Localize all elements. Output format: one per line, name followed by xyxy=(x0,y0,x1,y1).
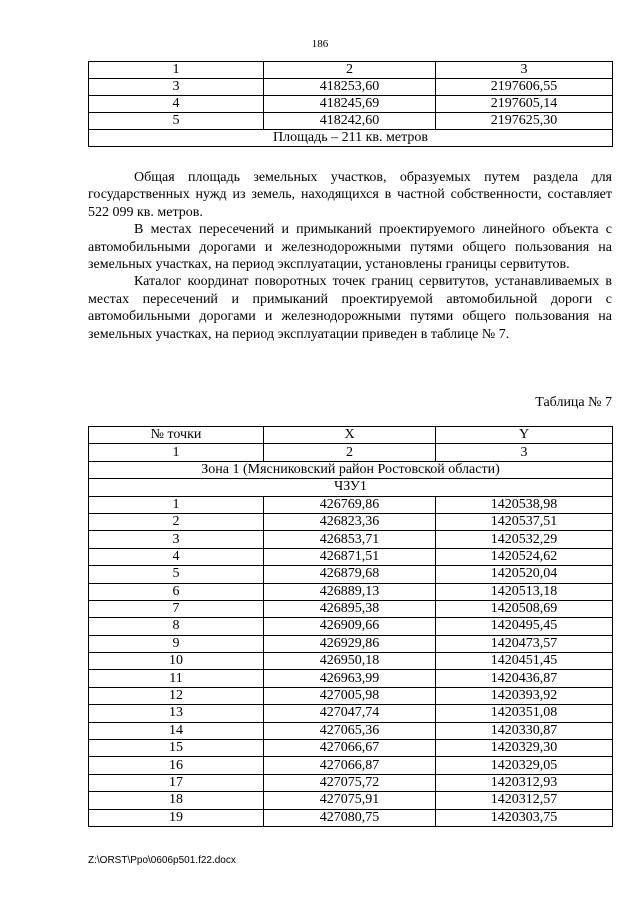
column-numbering-row xyxy=(89,444,613,461)
section-title-cell: ЧЗУ1 xyxy=(89,479,613,496)
point-number-cell: 13 xyxy=(89,705,264,722)
point-number-cell: 3 xyxy=(89,79,264,96)
y-coordinate-cell: 2197625,30 xyxy=(436,113,613,130)
table-header-row xyxy=(89,62,613,79)
table-header-row xyxy=(89,427,613,444)
point-number-cell: 7 xyxy=(89,600,264,617)
point-number-cell: 14 xyxy=(89,722,264,739)
point-number-header: № точки xyxy=(89,427,264,444)
point-number-cell: 3 xyxy=(89,531,264,548)
page-number: 186 xyxy=(311,38,329,50)
y-coordinate-cell: 1420532,29 xyxy=(436,531,613,548)
zone-row xyxy=(89,461,613,478)
column-number-cell: 3 xyxy=(436,62,613,79)
y-coordinate-cell: 1420330,87 xyxy=(436,722,613,739)
point-number-cell: 8 xyxy=(89,618,264,635)
y-coordinate-cell: 1420451,45 xyxy=(436,653,613,670)
table-row xyxy=(89,513,613,530)
table-row xyxy=(89,687,613,704)
table-row xyxy=(89,548,613,565)
table-caption: Таблица № 7 xyxy=(535,395,612,410)
paragraph-catalog: Каталог координат поворотных точек границ сервитутов, устанавливаемых в местах пересечений и примыканий проектируемой автомобильной дороги с автомобильными дорогами и железнодорожными путями общего пользования на земельных участках, на период эксплуатации приведен в таблице № 7. xyxy=(88,274,612,342)
x-coordinate-cell: 418253,60 xyxy=(264,79,436,96)
y-coordinate-cell: 1420537,51 xyxy=(436,513,613,530)
x-coordinate-cell: 427066,87 xyxy=(264,757,436,774)
x-coordinate-cell: 427075,72 xyxy=(264,774,436,791)
x-coordinate-cell: 426879,68 xyxy=(264,566,436,583)
point-number-cell: 1 xyxy=(89,496,264,513)
x-coordinate-cell: 426871,51 xyxy=(264,548,436,565)
coordinates-table-continued xyxy=(88,61,613,147)
table-row xyxy=(89,600,613,617)
table-row xyxy=(89,113,613,130)
y-coordinate-cell: 1420393,92 xyxy=(436,687,613,704)
y-coordinate-cell: 1420312,93 xyxy=(436,774,613,791)
x-coordinate-cell: 427066,67 xyxy=(264,740,436,757)
point-number-cell: 5 xyxy=(89,566,264,583)
x-coordinate-cell: 427047,74 xyxy=(264,705,436,722)
y-coordinate-cell: 1420329,30 xyxy=(436,740,613,757)
y-coordinate-cell: 1420513,18 xyxy=(436,583,613,600)
zone-title-cell: Зона 1 (Мясниковский район Ростовской области) xyxy=(89,461,613,478)
y-coordinate-cell: 1420473,57 xyxy=(436,635,613,652)
area-row xyxy=(89,130,613,147)
point-number-cell: 4 xyxy=(89,96,264,113)
y-coordinate-cell: 2197606,55 xyxy=(436,79,613,96)
y-coordinate-cell: 1420312,57 xyxy=(436,792,613,809)
table-row xyxy=(89,792,613,809)
point-number-cell: 10 xyxy=(89,653,264,670)
column-number-cell: 1 xyxy=(89,62,264,79)
x-coordinate-cell: 418242,60 xyxy=(264,113,436,130)
y-coordinate-cell: 1420329,05 xyxy=(436,757,613,774)
x-coordinate-cell: 426895,38 xyxy=(264,600,436,617)
x-coordinate-cell: 426950,18 xyxy=(264,653,436,670)
point-number-cell: 18 xyxy=(89,792,264,809)
table-row xyxy=(89,774,613,791)
x-coordinate-cell: 426929,86 xyxy=(264,635,436,652)
servitude-coordinates-table xyxy=(88,426,613,827)
table-row xyxy=(89,722,613,739)
y-coordinate-cell: 1420520,04 xyxy=(436,566,613,583)
point-number-cell: 5 xyxy=(89,113,264,130)
table-row xyxy=(89,635,613,652)
table-row xyxy=(89,618,613,635)
point-number-cell: 9 xyxy=(89,635,264,652)
column-number-cell: 2 xyxy=(264,62,436,79)
x-coordinate-cell: 427080,75 xyxy=(264,809,436,826)
y-coordinate-cell: 1420524,62 xyxy=(436,548,613,565)
column-number-cell: 3 xyxy=(436,444,613,461)
x-coordinate-cell: 427075,91 xyxy=(264,792,436,809)
x-coordinate-cell: 426853,71 xyxy=(264,531,436,548)
x-coordinate-cell: 426823,36 xyxy=(264,513,436,530)
y-coordinate-cell: 1420538,98 xyxy=(436,496,613,513)
footer-file-path: Z:\ORST\Ppo\0606p501.f22.docx xyxy=(88,855,236,866)
y-coordinate-cell: 2197605,14 xyxy=(436,96,613,113)
body-text xyxy=(88,169,612,343)
column-number-cell: 1 xyxy=(89,444,264,461)
table-row xyxy=(89,670,613,687)
x-coordinate-cell: 426909,66 xyxy=(264,618,436,635)
point-number-cell: 11 xyxy=(89,670,264,687)
column-number-cell: 2 xyxy=(264,444,436,461)
table-row xyxy=(89,583,613,600)
point-number-cell: 6 xyxy=(89,583,264,600)
table-row xyxy=(89,705,613,722)
table-row xyxy=(89,531,613,548)
section-row xyxy=(89,479,613,496)
x-coordinate-cell: 427005,98 xyxy=(264,687,436,704)
y-coordinate-cell: 1420351,08 xyxy=(436,705,613,722)
y-coordinate-cell: 1420303,75 xyxy=(436,809,613,826)
table-row xyxy=(89,96,613,113)
table-row xyxy=(89,809,613,826)
table-row xyxy=(89,79,613,96)
y-coordinate-cell: 1420495,45 xyxy=(436,618,613,635)
point-number-cell: 15 xyxy=(89,740,264,757)
point-number-cell: 2 xyxy=(89,513,264,530)
y-coordinate-cell: 1420436,87 xyxy=(436,670,613,687)
x-coordinate-cell: 427065,36 xyxy=(264,722,436,739)
table-row xyxy=(89,496,613,513)
x-header: X xyxy=(264,427,436,444)
point-number-cell: 16 xyxy=(89,757,264,774)
table-row xyxy=(89,566,613,583)
y-header: Y xyxy=(436,427,613,444)
point-number-cell: 4 xyxy=(89,548,264,565)
paragraph-total-area: Общая площадь земельных участков, образуемых путем раздела для государственных нужд из земель, находящихся в частной собственности, составляет 522 099 кв. метров. xyxy=(88,170,612,220)
table-row xyxy=(89,653,613,670)
table-row xyxy=(89,740,613,757)
x-coordinate-cell: 426963,99 xyxy=(264,670,436,687)
paragraph-servitudes: В местах пересечений и примыканий проектируемого линейного объекта с автомобильными дорогами и железнодорожными путями общего пользования на земельных участках, на период эксплуатации, установлены границы сервитутов. xyxy=(88,222,612,273)
x-coordinate-cell: 426769,86 xyxy=(264,496,436,513)
table-row xyxy=(89,757,613,774)
point-number-cell: 17 xyxy=(89,774,264,791)
x-coordinate-cell: 426889,13 xyxy=(264,583,436,600)
x-coordinate-cell: 418245,69 xyxy=(264,96,436,113)
point-number-cell: 19 xyxy=(89,809,264,826)
y-coordinate-cell: 1420508,69 xyxy=(436,600,613,617)
area-total-cell: Площадь – 211 кв. метров xyxy=(89,130,613,147)
point-number-cell: 12 xyxy=(89,687,264,704)
